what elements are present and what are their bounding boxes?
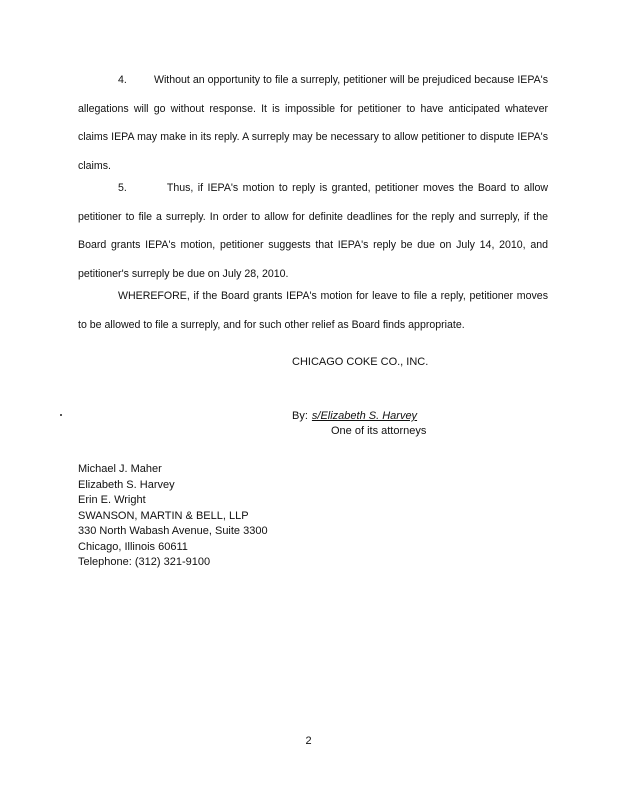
contact-line: 330 North Wabash Avenue, Suite 3300 [78,525,268,537]
signature-line [292,410,417,422]
attorney-contact-block [78,462,268,571]
company-name: CHICAGO COKE CO., INC. [292,356,429,368]
contact-line: Telephone: (312) 321-9100 [78,556,211,568]
signatory-role: One of its attorneys [331,425,427,437]
by-label: By: [292,410,308,422]
paragraph-4: 4. Without an opportunity to file a surreply, petitioner will be prejudiced because IEPA's allegations will go without response. It is impossible for petitioner to have anticipated whatever claims IEPA may make in its reply. A surreply may be necessary to allow petitioner to dispute IEPA's claims. [78,74,548,172]
scan-artifact-dot [60,414,62,416]
paragraph-5: 5. Thus, if IEPA's motion to reply is granted, petitioner moves the Board to allow petitioner to file a surreply. In order to allow for definite deadlines for the reply and surreply, if the Board grants IEPA's motion, petitioner suggests that IEPA's reply be due on July 14, 2010, and petitioner's surreply be due on July 28, 2010. [78,182,548,280]
contact-line: Michael J. Maher [78,463,162,475]
wherefore-paragraph: WHEREFORE, if the Board grants IEPA's motion for leave to file a reply, petitioner moves to be allowed to file a surreply, and for such other relief as Board finds appropriate. [78,290,548,331]
contact-line: Erin E. Wright [78,494,146,506]
contact-line: Chicago, Illinois 60611 [78,540,188,553]
contact-line: Elizabeth S. Harvey [78,478,175,491]
page-number: 2 [305,735,312,747]
electronic-signature: s/Elizabeth S. Harvey [311,410,418,422]
contact-line: SWANSON, MARTIN & BELL, LLP [78,509,249,522]
